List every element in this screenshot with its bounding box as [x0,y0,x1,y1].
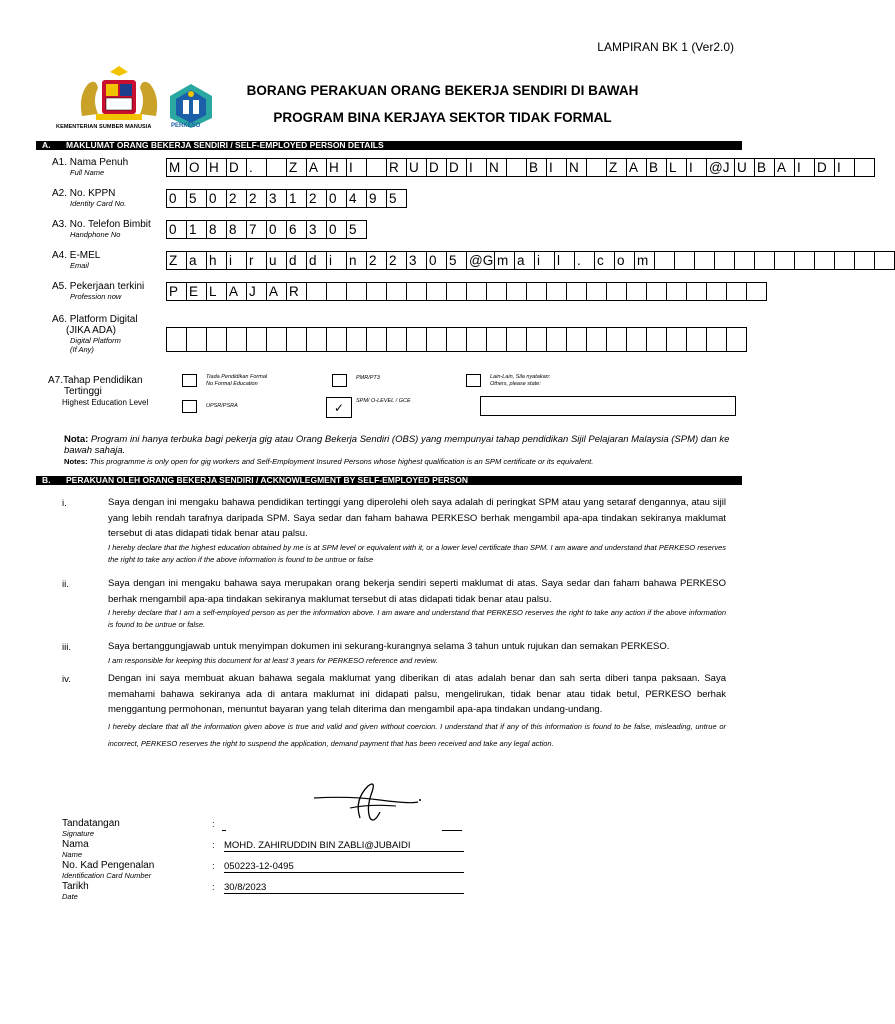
edu-spm-label: SPM/ O-LEVEL / GCE [356,398,411,404]
char-box[interactable] [366,282,387,301]
ic-colon: : [212,861,215,872]
char-box[interactable] [346,327,367,352]
field-num: A2. [52,188,68,199]
item-iii-ms: Saya bertanggungjawab untuk menyimpan dokumen ini sekurang-kurangnya selama 3 tahun untuk rujukan dan semakan PERKESO. [108,641,670,652]
name-label [62,840,89,859]
char-box[interactable] [466,282,487,301]
handwritten-signature [310,778,450,828]
field-label-text2: (JIKA ADA) [66,325,117,336]
date-colon: : [212,882,215,893]
item-iii-num: iii. [62,642,71,653]
item-i-num: i. [62,498,67,509]
char-box[interactable] [626,327,647,352]
ic-label-sub: Identification Card Number [62,871,152,880]
char-box[interactable] [326,282,347,301]
char-box[interactable]: 0 [426,251,447,270]
char-box[interactable] [486,282,507,301]
char-box[interactable]: 6 [286,220,307,239]
section-b-key: B. [42,475,51,485]
edu-upsr-checkbox[interactable] [182,400,197,413]
char-box[interactable]: L [666,158,687,177]
field-label-6 [52,314,138,354]
char-box[interactable]: L [206,282,227,301]
char-box[interactable]: 4 [346,189,367,208]
char-box[interactable] [426,327,447,352]
field-label-sub: Handphone No [70,230,121,239]
char-box[interactable]: A [626,158,647,177]
char-box[interactable]: I [346,158,367,177]
char-box[interactable]: M [166,158,187,177]
edu-pmr-checkbox[interactable] [332,374,347,387]
char-box[interactable]: @G [466,251,495,270]
char-box[interactable]: R [286,282,307,301]
form-reference: LAMPIRAN BK 1 (Ver2.0) [597,40,734,54]
field-label-sub: Email [70,261,89,270]
char-box[interactable]: U [734,158,755,177]
char-box[interactable]: i [326,251,347,270]
char-box[interactable] [366,327,387,352]
item-iv-en: I hereby declare that all the information given above is true and valid and given without coercion. I understand that if any of this information is found to be false, misleading, untrue or incorrect, PERKESO reserves the right to suspend the application, demand payment that has been received and take any legal action. [108,721,726,748]
char-box[interactable]: N [566,158,587,177]
char-box[interactable] [506,158,527,177]
char-box[interactable]: n [346,251,367,270]
check-mark-icon: ✓ [333,401,345,415]
char-box[interactable] [206,327,227,352]
field-label-1 [52,157,128,177]
char-box[interactable]: B [754,158,775,177]
field-input-6[interactable] [166,327,746,352]
field-label-2 [52,188,126,208]
item-iv-num: iv. [62,674,71,685]
edu-spm-checkbox[interactable] [326,397,352,418]
char-box[interactable] [746,282,767,301]
notes-text: This programme is only open for gig workers and Self-Employment Insured Persons whose highest qualification is an SPM certificate or its equivalent. [89,457,594,466]
char-box[interactable]: D [446,158,467,177]
edu-others-checkbox[interactable] [466,374,481,387]
char-box[interactable]: 9 [366,189,387,208]
char-box[interactable]: 2 [366,251,387,270]
section-a-title: MAKLUMAT ORANG BEKERJA SENDIRI / SELF-EMPLOYED PERSON DETAILS [66,140,384,150]
field-label-5 [52,281,144,301]
char-box[interactable]: . [574,251,595,270]
char-box[interactable]: 0 [266,220,287,239]
note-text: Program ini hanya terbuka bagi pekerja gig atau Orang Bekerja Sendiri (OBS) yang mempunyai tahap pendidikan Sijil Pelajaran Malaysia (SPM) dan ke bawah sahaja. [64,434,730,456]
char-box[interactable]: 3 [266,189,287,208]
char-box[interactable] [854,158,875,177]
char-box[interactable]: I [794,158,815,177]
char-box[interactable] [306,282,327,301]
char-box[interactable] [626,282,647,301]
field-input-5[interactable] [166,282,766,301]
education-label [48,375,148,408]
char-box[interactable]: H [206,158,227,177]
char-box[interactable] [686,282,707,301]
field-input-4[interactable] [166,251,894,270]
section-a-key: A. [42,140,51,150]
char-box[interactable] [386,282,407,301]
char-box[interactable] [646,327,667,352]
field-label-3 [52,219,151,239]
char-box[interactable]: E [186,282,207,301]
char-box[interactable] [566,282,587,301]
item-ii-en: I hereby declare that I am a self-employed person as per the information above. I am aware and understand that PERKESO reserves the right to take any action if the above information is found to be untrue or false. [108,608,726,629]
char-box[interactable]: 1 [286,189,307,208]
char-box[interactable] [654,251,675,270]
note-en [64,456,744,467]
signature-line-left [222,830,226,831]
char-box[interactable]: 5 [346,220,367,239]
edu-upsr-label: UPSR/PSRA [206,403,238,409]
field-label-text: E-MEL [69,250,101,261]
edu-no-formal-label [206,374,267,387]
date-label-text: Tarikh [62,881,89,892]
edu-no-formal-checkbox[interactable] [182,374,197,387]
char-box[interactable]: 5 [446,251,467,270]
char-box[interactable]: Z [606,158,627,177]
char-box[interactable] [874,251,895,270]
char-box[interactable]: 1 [186,220,207,239]
edu-opt1-ms: Tiada Pendidikan Formal [206,374,268,380]
char-box[interactable]: 3 [306,220,327,239]
char-box[interactable]: H [326,158,347,177]
char-box[interactable]: i [534,251,555,270]
char-box[interactable] [734,251,755,270]
field-num: A5. [52,281,68,292]
name-label-sub: Name [62,850,83,859]
edu-opt3-ms: Lain-Lain, Sila nyatakan: [490,374,551,380]
date-label [62,882,89,901]
note-label: Nota: [64,434,89,445]
item-ii-ms: Saya dengan ini mengaku bahawa saya merupakan orang bekerja sendiri seperti maklumat di atas. Saya sedar dan faham bahawa PERKESO berhak mengambil apa-apa tindakan sekiranya maklumat tersebut di atas didapati tidak benar atau palsu. [108,578,726,605]
char-box[interactable] [406,282,427,301]
char-box[interactable] [834,251,855,270]
char-box[interactable] [606,327,627,352]
char-box[interactable]: @J [706,158,735,177]
char-box[interactable] [814,251,835,270]
item-ii-text [108,576,726,631]
field-label-sub: Full Name [70,168,105,177]
char-box[interactable]: I [466,158,487,177]
char-box[interactable] [506,327,527,352]
char-box[interactable] [446,327,467,352]
char-box[interactable]: A [774,158,795,177]
char-box[interactable] [646,282,667,301]
edu-others-input[interactable] [480,396,736,416]
signature-label [62,819,120,838]
char-box[interactable]: J [246,282,267,301]
char-box[interactable] [346,282,367,301]
char-box[interactable]: 2 [386,251,407,270]
item-iii-text [108,639,726,667]
char-box[interactable]: 8 [206,220,227,239]
notes-label: Notes: [64,457,88,466]
char-box[interactable]: 5 [386,189,407,208]
char-box[interactable]: 7 [246,220,267,239]
char-box[interactable] [694,251,715,270]
char-box[interactable] [326,327,347,352]
ic-label-text: No. Kad Pengenalan [62,860,155,871]
char-box[interactable]: r [246,251,267,270]
field-input-1[interactable] [166,158,874,177]
char-box[interactable] [726,282,747,301]
name-label-text: Nama [62,839,89,850]
char-box[interactable]: 0 [206,189,227,208]
char-box[interactable] [266,327,287,352]
field-input-3[interactable] [166,220,366,239]
char-box[interactable] [706,327,727,352]
char-box[interactable] [286,327,307,352]
char-box[interactable]: h [206,251,227,270]
char-box[interactable]: a [186,251,207,270]
char-box[interactable]: c [594,251,615,270]
char-box[interactable] [586,158,607,177]
signature-line-right [442,830,462,831]
char-box[interactable] [466,327,487,352]
form-title-line1: BORANG PERAKUAN ORANG BEKERJA SENDIRI DI BAWAH [246,83,639,98]
char-box[interactable]: . [246,158,267,177]
signature-colon: : [212,819,215,830]
char-box[interactable]: R [386,158,407,177]
char-box[interactable] [166,327,187,352]
item-i-ms: Saya dengan ini mengaku bahawa pendidikan tertinggi yang diperolehi oleh saya adalah di peringkat SPM atau yang setaraf dengannya, atau sijil yang lebih rendah tarafnya daripada SPM. Saya sedar dan faham bahawa PERKESO berhak mengambil apa-apa tindakan sekiranya maklumat tersebut di atas didapati tidak benar atau palsu. [108,497,726,539]
ic-label [62,861,154,880]
field-label-text: No. Telefon Bimbit [69,219,151,230]
education-label-sub: Highest Education Level [62,398,149,407]
char-box[interactable]: m [634,251,655,270]
name-colon: : [212,840,215,851]
char-box[interactable] [386,327,407,352]
char-box[interactable]: 3 [406,251,427,270]
edu-pmr-label: PMR/PT3 [356,375,380,381]
char-box[interactable] [406,327,427,352]
char-box[interactable]: Z [286,158,307,177]
char-box[interactable]: 2 [306,189,327,208]
date-value[interactable]: 30/8/2023 [224,882,464,894]
field-label-4 [52,250,100,270]
char-box[interactable]: D [426,158,447,177]
char-box[interactable]: d [286,251,307,270]
char-box[interactable]: P [166,282,187,301]
field-num: A3. [52,219,68,230]
form-title-line2: PROGRAM BINA KERJAYA SEKTOR TIDAK FORMAL [273,110,612,125]
date-label-sub: Date [62,892,78,901]
char-box[interactable] [546,282,567,301]
field-num: A1. [52,157,68,168]
section-b-header [36,476,742,485]
item-ii-num: ii. [62,579,69,590]
char-box[interactable] [754,251,775,270]
char-box[interactable]: 0 [326,220,347,239]
char-box[interactable] [546,327,567,352]
char-box[interactable] [446,282,467,301]
char-box[interactable] [306,327,327,352]
char-box[interactable] [794,251,815,270]
edu-opt3-en: Others, please state: [490,380,541,387]
field-input-2[interactable] [166,189,406,208]
perkeso-name: PERKESO [171,123,201,129]
char-box[interactable] [726,327,747,352]
char-box[interactable]: 2 [226,189,247,208]
name-value[interactable]: MOHD. ZAHIRUDDIN BIN ZABLI@JUBAIDI [224,840,464,852]
char-box[interactable]: a [514,251,535,270]
field-label-text: Platform Digital [69,314,138,325]
char-box[interactable]: m [494,251,515,270]
char-box[interactable] [186,327,207,352]
signature-label-text: Tandatangan [62,818,120,829]
char-box[interactable] [686,327,707,352]
char-box[interactable]: B [646,158,667,177]
section-a-header [36,141,742,150]
char-box[interactable] [366,158,387,177]
item-iv-text [108,671,726,752]
char-box[interactable] [486,327,507,352]
signature-label-sub: Signature [62,829,95,838]
field-num: A4. [52,250,68,261]
char-box[interactable]: O [186,158,207,177]
char-box[interactable] [586,282,607,301]
char-box[interactable]: Z [166,251,187,270]
char-box[interactable]: I [834,158,855,177]
item-iv-ms: Dengan ini saya membuat akuan bahawa segala maklumat yang diberikan di atas adalah benar dan sah serta diberi tanpa paksaan. Saya memahami bahawa sekiranya ada di antara maklumat ini didapati palsu, mengelirukan, tidak benar atau tidak betul, PERKESO berhak menggantung permohonan, menuntut bayaran yang telah diterima dan mengambil apa-apa tindakan undang-undang. [108,673,726,715]
char-box[interactable]: 2 [246,189,267,208]
char-box[interactable] [774,251,795,270]
char-box[interactable]: 0 [166,189,187,208]
char-box[interactable]: l [554,251,575,270]
char-box[interactable] [506,282,527,301]
note-ms [64,434,744,456]
char-box[interactable]: 5 [186,189,207,208]
char-box[interactable]: A [266,282,287,301]
char-box[interactable] [714,251,735,270]
char-box[interactable] [706,282,727,301]
char-box[interactable]: I [686,158,707,177]
char-box[interactable] [674,251,695,270]
char-box[interactable] [246,327,267,352]
ministry-name: KEMENTERIAN SUMBER MANUSIA [56,124,152,130]
education-num: A7. [48,375,64,386]
char-box[interactable]: d [306,251,327,270]
item-i-en: I hereby declare that the highest education obtained by me is at SPM level or equivalent with it, or a lower level certificate than SPM. I am aware and understand that PERKESO reserves the right to take any action if the above information is found to be untrue or false [108,542,726,564]
char-box[interactable]: U [406,158,427,177]
field-num: A6. [52,314,68,325]
education-label-text: Tahap Pendidikan [63,375,143,386]
field-label-text: Pekerjaan terkini [69,281,145,292]
char-box[interactable]: A [306,158,327,177]
edu-others-label [490,374,550,387]
char-box[interactable]: 0 [326,189,347,208]
char-box[interactable]: I [546,158,567,177]
char-box[interactable] [606,282,627,301]
char-box[interactable] [586,327,607,352]
char-box[interactable] [666,327,687,352]
item-iii-en: I am responsible for keeping this document for at least 3 years for PERKESO reference and review. [108,655,438,665]
char-box[interactable]: i [226,251,247,270]
char-box[interactable] [226,327,247,352]
edu-opt1-en: No Formal Education [206,380,258,387]
char-box[interactable]: B [526,158,547,177]
char-box[interactable]: 0 [166,220,187,239]
ic-value[interactable]: 050223-12-0495 [224,861,464,873]
field-label-sub: Digital Platform [70,336,121,345]
char-box[interactable] [666,282,687,301]
char-box[interactable] [526,282,547,301]
char-box[interactable]: N [486,158,507,177]
char-box[interactable] [266,158,287,177]
char-box[interactable]: o [614,251,635,270]
char-box[interactable]: 8 [226,220,247,239]
field-label-sub: Profession now [70,292,122,301]
char-box[interactable] [426,282,447,301]
char-box[interactable]: D [226,158,247,177]
char-box[interactable] [854,251,875,270]
field-label-sub: Identity Card No. [70,199,127,208]
item-i-text [108,495,726,566]
section-b-title: PERAKUAN OLEH ORANG BEKERJA SENDIRI / ACKNOWLEGMENT BY SELF-EMPLOYED PERSON [66,475,469,485]
field-label-text: No. KPPN [69,188,116,199]
field-label-sub2: (If Any) [70,345,94,354]
char-box[interactable] [526,327,547,352]
char-box[interactable]: u [266,251,287,270]
char-box[interactable] [566,327,587,352]
education-label-text2: Tertinggi [64,386,102,397]
char-box[interactable]: A [226,282,247,301]
field-label-text: Nama Penuh [69,157,129,168]
char-box[interactable]: D [814,158,835,177]
